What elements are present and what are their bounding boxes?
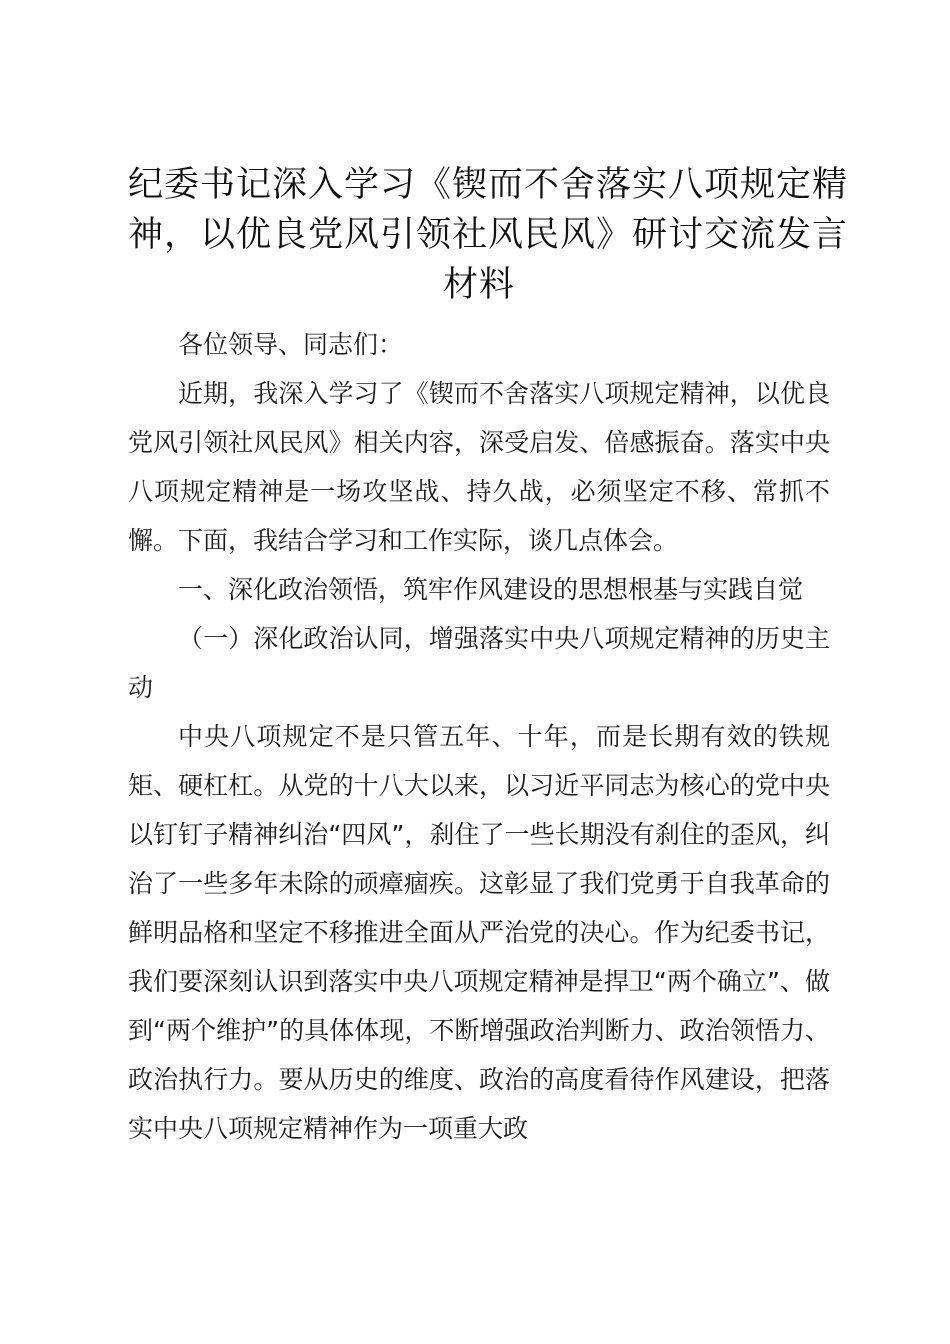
document-title bbox=[128, 160, 849, 310]
subsection-heading: （一）深化政治认同，增强落实中央八项规定精神的历史主动 bbox=[128, 624, 830, 702]
document-page bbox=[128, 160, 849, 1153]
title-line: 材料 bbox=[442, 265, 515, 305]
salutation: 各位领导、同志们： bbox=[178, 330, 404, 359]
intro-paragraph: 近期，我深入学习了《锲而不舍落实八项规定精神，以优良党风引领社风民风》相关内容，深受启发、倍感振奋。落实中央八项规定精神是一场攻坚战、持久战，必须坚定不移、常抓不懈。下面，我结合学习和工作实际，谈几点体会。 bbox=[128, 379, 830, 555]
body-paragraph: 中央八项规定不是只管五年、十年，而是长期有效的铁规矩、硬杠杠。从党的十八大以来，以习近平同志为核心的党中央以钉钉子精神纠治“四风”，刹住了一些长期没有刹住的歪风，纠治了一些多年未除的顽瘴痼疾。这彰显了我们党勇于自我革命的鲜明品格和坚定不移推进全面从严治党的决心。作为纪委书记，我们要深刻认识到落实中央八项规定精神是捍卫“两个确立”、做到“两个维护”的具体体现，不断增强政治判断力、政治领悟力、政治执行力。要从历史的维度、政治的高度看待作风建设，把落实中央八项规定精神作为一项重大政 bbox=[128, 722, 830, 1143]
document-body bbox=[128, 320, 830, 1153]
section-heading: 一、深化政治领悟，筑牢作风建设的思想根基与实践自觉 bbox=[178, 575, 804, 604]
title-line: 纪委书记深入学习《锲而不舍落实八项规定精 bbox=[128, 165, 849, 205]
title-line: 神，以优良党风引领社风民风》研讨交流发言 bbox=[128, 215, 849, 255]
